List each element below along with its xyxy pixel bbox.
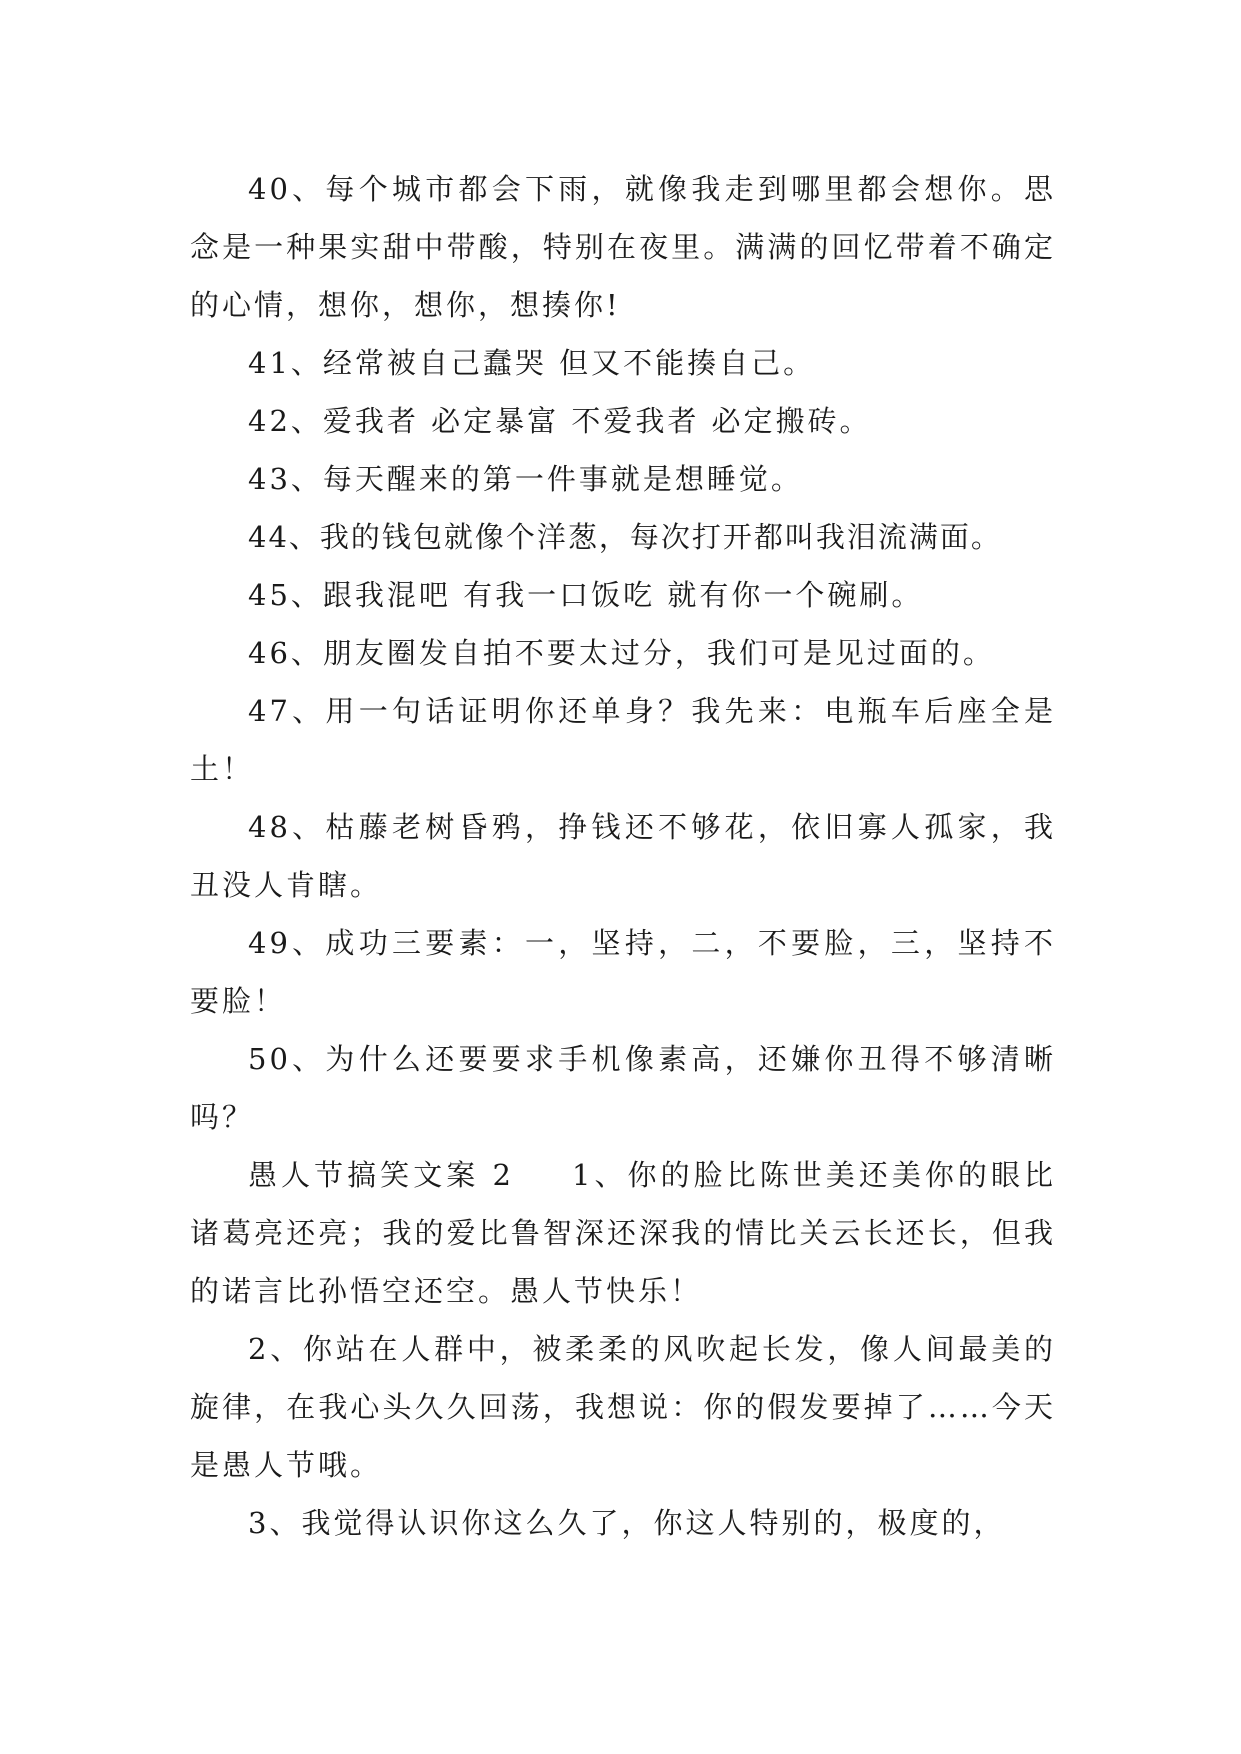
section-paragraph [190, 1146, 1056, 1320]
section-heading: 愚人节搞笑文案 2 [248, 1158, 514, 1192]
paragraph-50: 50、为什么还要要求手机像素高，还嫌你丑得不够清晰吗？ [190, 1042, 1056, 1134]
paragraph-44: 44、我的钱包就像个洋葱，每次打开都叫我泪流满面。 [248, 520, 1002, 554]
paragraph-47: 47、用一句话证明你还单身？我先来：电瓶车后座全是土！ [190, 694, 1056, 786]
document-body [190, 160, 1056, 1552]
paragraph-45: 45、跟我混吧 有我一口饭吃 就有你一个碗刷。 [248, 578, 924, 612]
paragraph-43: 43、每天醒来的第一件事就是想睡觉。 [248, 462, 803, 496]
paragraph-48: 48、枯藤老树昏鸦，挣钱还不够花，依旧寡人孤家，我丑没人肯瞎。 [190, 810, 1056, 902]
paragraph-42: 42、爱我者 必定暴富 不爱我者 必定搬砖。 [248, 404, 872, 438]
section-first-item: 1、你的脸比陈世美还美你的眼比诸葛亮还亮；我的爱比鲁智深还深我的情比关云长还长，但我的诺言比孙悟空还空。愚人节快乐！ [190, 1158, 1057, 1308]
section-item-3: 3、我觉得认识你这么久了，你这人特别的，极度的， [248, 1506, 1006, 1540]
section-item-2: 2、你站在人群中，被柔柔的风吹起长发，像人间最美的旋律，在我心头久久回荡，我想说：你的假发要掉了……今天是愚人节哦。 [190, 1332, 1056, 1482]
paragraph-46: 46、朋友圈发自拍不要太过分，我们可是见过面的。 [248, 636, 995, 670]
paragraph-49: 49、成功三要素：一，坚持，二，不要脸，三，坚持不要脸！ [190, 926, 1056, 1018]
paragraph-40: 40、每个城市都会下雨，就像我走到哪里都会想你。思念是一种果实甜中带酸，特别在夜里。满满的回忆带着不确定的心情，想你，想你，想揍你! [190, 172, 1056, 322]
paragraph-41: 41、经常被自己蠢哭 但又不能揍自己。 [248, 346, 816, 380]
